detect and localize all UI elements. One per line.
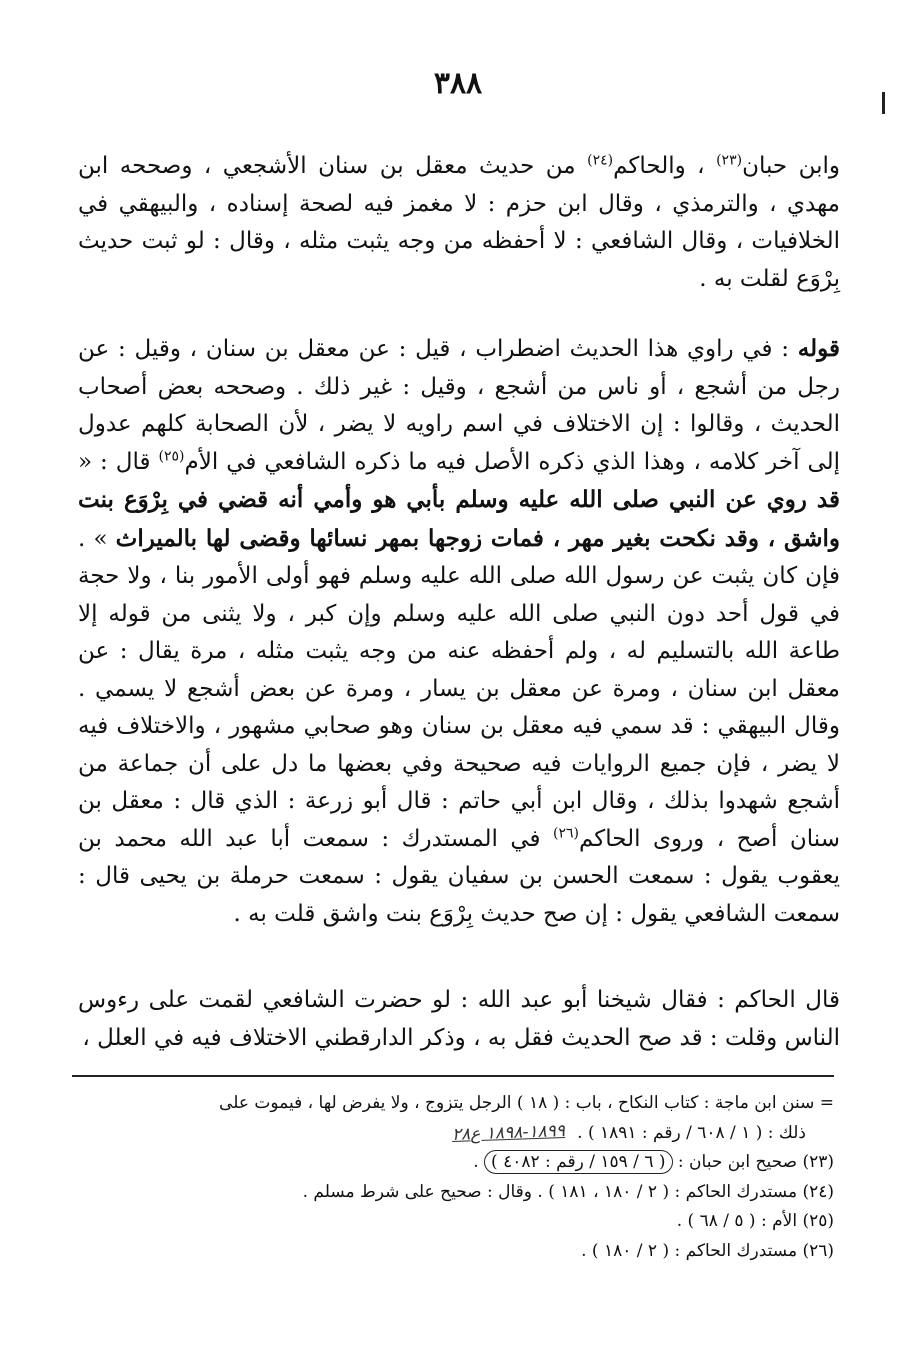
text-span: : في راوي هذا الحديث اضطراب ، قيل : عن معقل بن سنان ، وقيل : عن رجل من أشجع ، أو ناس من أشجع ، وقيل : غير ذلك . وصححه بعض أصحاب الحديث ، وقالوا : إن الاختلاف في اسم راويه لا يضر ، لأن الصحابة كلهم عدول إلى آخر كلامه ، وهذا الذي ذكره الأصل فيه ما ذكره الشافعي في الأم [78,336,841,475]
text-span: ذلك : ( ١ / ٦٠٨ / رقم : ١٨٩١ ) . [577,1122,806,1143]
text-span: . [473,1152,485,1172]
text-span: في المستدرك : سمعت أبا عبد الله محمد بن يعقوب يقول : سمعت الحسن بن سفيان يقول : سمعت حرملة بن يحيى قال : سمعت الشافعي يقول : إن صح حديث بِرْوَع بنت واشق قلت به . [78,825,840,927]
footnote-23 [72,1148,834,1178]
bold-quotation: قد روي عن النبي صلى الله عليه وسلم بأبي هو وأمي أنه قضي في بِرْوَع بنت واشق ، وقد نكحت بغير مهر ، فمات زوجها بمهر نسائها وقضى لها بالميراث [78,486,840,552]
lead-word: قوله [797,335,840,362]
circled-reference: ( ٦ / ١٥٩ / رقم : ٤٠٨٢ ) [484,1150,672,1174]
footnote-ref-25[interactable]: (٢٥) [158,447,185,464]
footnote-ref-24[interactable]: (٢٤) [587,152,614,169]
footnote-25: (٢٥) الأم : ( ٥ / ٦٨ ) . [676,1211,834,1231]
footnote-26: (٢٦) مستدرك الحاكم : ( ٢ / ١٨٠ ) . [581,1240,834,1261]
text-span: قال الحاكم : فقال شيخنا أبو عبد الله : لو حضرت الشافعي لقمت على رءوس الناس وقلت : قد صح الحديث فقل به ، وذكر الدارقطني الاختلاف فيه في العلل ، [78,987,840,1051]
footnote-divider [72,1075,834,1077]
margin-mark [882,92,885,114]
paragraph-1 [78,148,840,298]
text-span: من حديث معقل بن سنان الأشجعي ، وصححه ابن مهدي ، والترمذي ، وقال ابن حزم : لا مغمز فيه لصحة إسناده ، والبيهقي في الخلافيات ، وقال الشافعي : لا أحفظه من وجه يثبت مثله ، وقال : لو ثبت حديث بِرْوَع لقلت به . [78,153,840,292]
text-span: ، والحاكم [613,153,717,179]
paragraph-2 [78,330,840,933]
footnote-continuation: = سنن ابن ماجة : كتاب النكاح ، باب : ( ١٨ ) الرجل يتزوج ، ولا يفرض لها ، فيموت على [219,1093,834,1113]
text-span: قال : « [78,448,159,475]
page-number: ٣٨٨ [433,66,483,101]
text-span: » . فإن كان يثبت عن رسول الله صلى الله عليه وسلم فهو أولى الأمور بنا ، ولا حجة في قول أحد دون النبي صلى الله عليه وسلم وإن كبر ، ولا يثنى من قوله إلا طاعة الله بالتسليم له ، ولم أحفظه عنه من وجه يثبت مثله ، مرة يقال : عن معقل ابن سنان ، ومرة عن معقل بن يسار ، ومرة عن بعض أشجع لا يسمي . وقال البيهقي : قد سمي فيه معقل بن سنان وهو صحابي مشهور ، والاختلاف فيه لا يضر ، فإن جميع الروايات فيه صحيحة وفي بعضها ما دل على أن جماعة من أشجع شهدوا بذلك ، وقال ابن أبي حاتم : قال أبو زرعة : الذي قال : معقل بن سنان أصح ، وروى الحاكم [78,525,840,852]
text-span: (٢٣) صحيح ابن حبان : [672,1152,834,1172]
footnotes [72,1089,834,1266]
footnote-ref-26[interactable]: (٢٦) [553,824,579,841]
footnote-24: (٢٤) مستدرك الحاكم : ( ٢ / ١٨٠ ، ١٨١ ) . وقال : صحيح على شرط مسلم . [302,1181,834,1202]
footnote-ref-23[interactable]: (٢٣) [716,152,743,169]
footnote-continuation-line-2 [72,1119,834,1149]
paragraph-3 [78,982,840,1057]
handwritten-note: ١٨٩٩-١٨٩٨ ع٢٨ [451,1120,566,1145]
text-span: وابن حبان [742,153,840,179]
